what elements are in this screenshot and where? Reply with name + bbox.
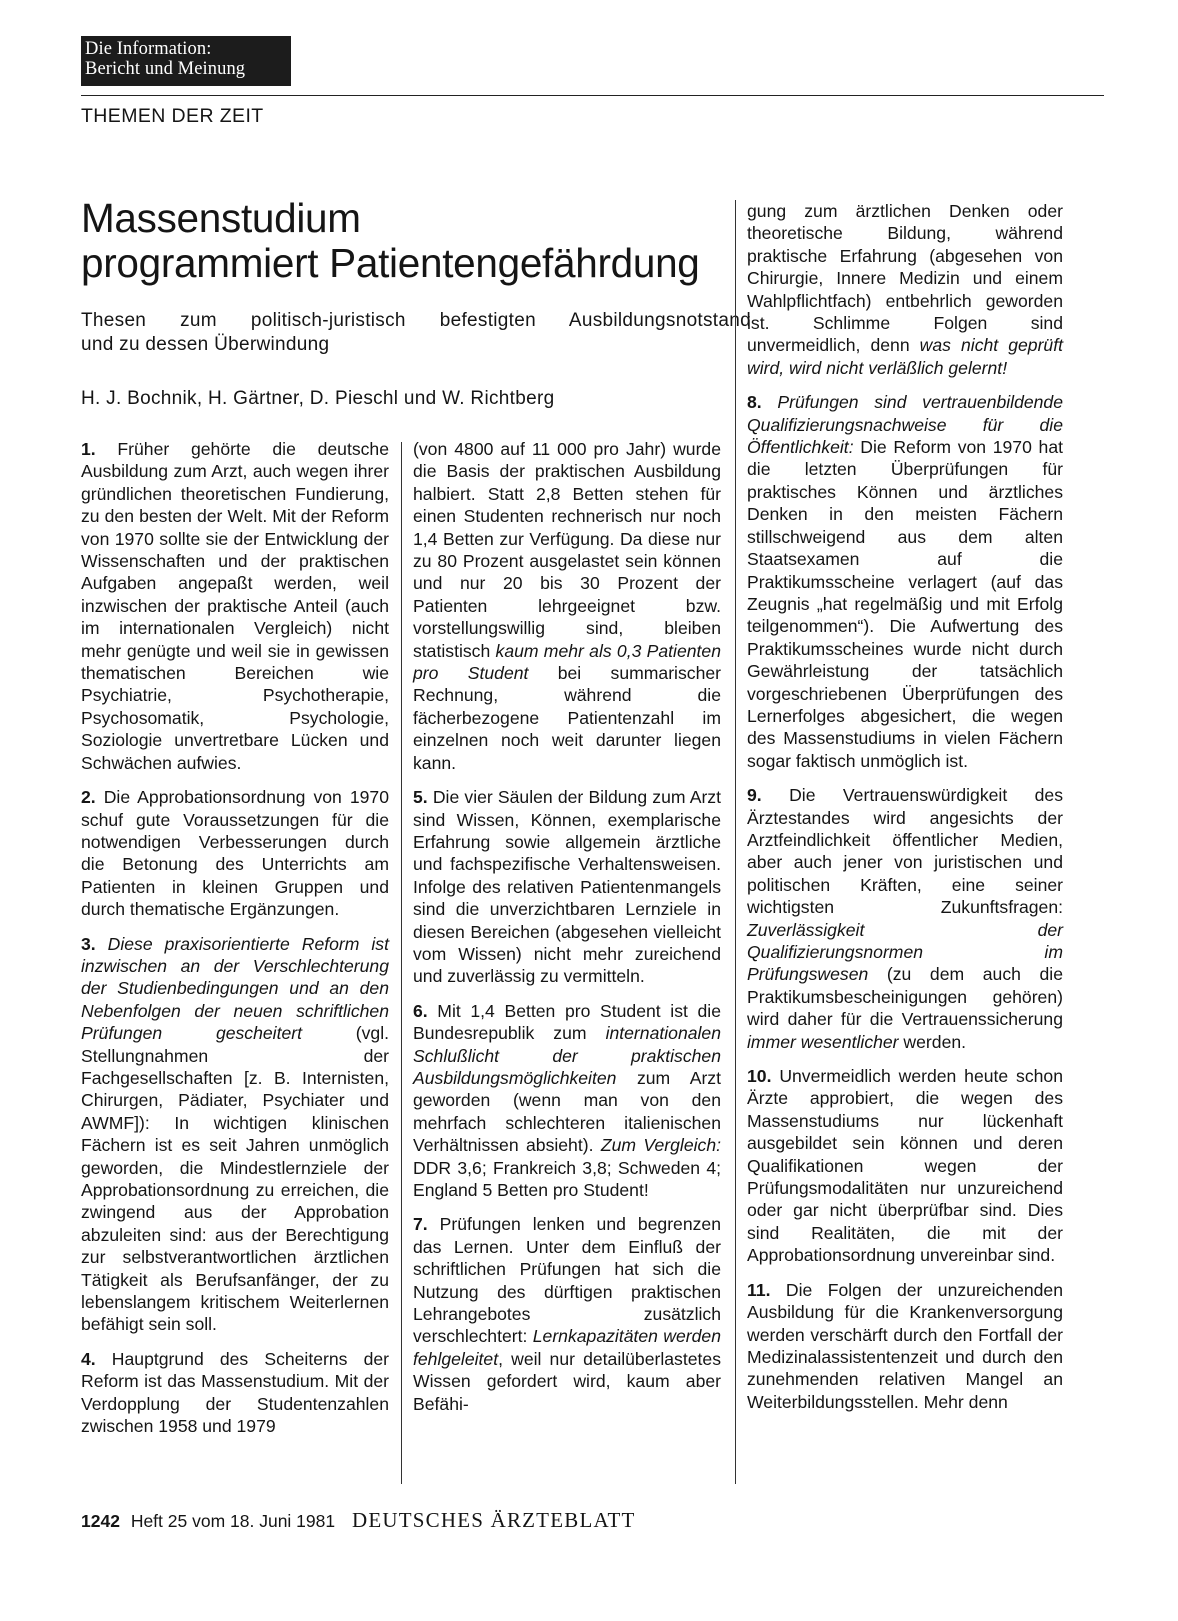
section-label-line1: Die Information:	[85, 39, 212, 59]
article-title-line1: Massenstudium	[81, 195, 361, 241]
article-title-line2: programmiert Patientengefährdung	[81, 240, 700, 286]
section-label-line2: Bericht und Meinung	[85, 59, 246, 79]
thesis-text: Die Folgen der unzureichenden Ausbildung für die Krankenversorgung werden verschärft durch den Fortfall der Medizinalassistentenzeit und durch den zunehmenden relativen Mangel an Weiterbildungsstellen. Mehr denn	[747, 1279, 1063, 1412]
thesis-emphasis: Diese praxisorientierte Reform ist inzwischen an der Verschlechterung der Studienbedingungen und an den Nebenfolgen der neuen schriftlichen Prüfungen gescheitert	[81, 933, 389, 1044]
thesis-emphasis: Prüfungen sind vertrauenbildende Qualifizierungsnachweise für die Öffentlichkeit:	[747, 392, 1063, 458]
thesis-11	[747, 1279, 1063, 1413]
journal-name: DEUTSCHES ÄRZTEBLATT	[351, 1508, 636, 1532]
thesis-text: werden.	[898, 1031, 967, 1052]
page-footer	[81, 1508, 636, 1533]
section-kicker: THEMEN DER ZEIT	[81, 105, 264, 127]
thesis-emphasis: Zum Vergleich:	[600, 1135, 721, 1156]
thesis-emphasis: was nicht geprüft wird, wird nicht verläßlich gelernt!	[747, 335, 1063, 378]
thesis-2	[81, 786, 389, 920]
thesis-9	[747, 784, 1063, 1053]
thesis-text: (von 4800 auf 11 000 pro Jahr) wurde die Basis der praktischen Ausbildung halbiert. Statt 2,8 Betten stehen für einen Studenten rechnerisch nur noch 1,4 Betten zur Verfügung. Da diese nur zu 80 Prozent ausgelastet sein können und nur 20 bis 30 Prozent der Patienten lehrgeeignet bzw. vorstellungswillig sind, bleiben statistisch	[413, 439, 721, 661]
thesis-number: 9.	[747, 785, 762, 806]
thesis-number: 8.	[747, 392, 762, 413]
text-column-3	[747, 200, 1063, 1413]
thesis-number: 1.	[81, 439, 96, 459]
thesis-8	[747, 391, 1063, 772]
issue-info: Heft 25 vom 18. Juni 1981	[130, 1511, 336, 1531]
thesis-text: zum Arzt geworden (wenn man von den mehrfach schlechteren italienischen Verhältnissen absieht).	[413, 1067, 721, 1156]
thesis-text: Die vier Säulen der Bildung zum Arzt sind Wissen, Können, exemplarische Erfahrung sowie allgemein ärztliche und fachspezifische Verhaltensweisen. Infolge des relativen Patientenmangels sind die unverzichtbaren Lernziele in diesen Bereichen (abgesehen vielleicht vom Wissen) nicht mehr zureichend und zuverlässig zu vermitteln.	[413, 787, 721, 987]
thesis-7	[413, 1213, 721, 1415]
thesis-text: Die Reform von 1970 hat die letzten Überprüfungen für praktisches Können und ärztliches Denken in den meisten Fächern stillschweigend aus dem alten Staatsexamen auf die Praktikumsscheine verlagert (auf das Zeugnis „hat regelmäßig und mit Erfolg teilgenommen“). Die Aufwertung des Praktikumsscheines wurde nicht durch Gewährleistung der tatsächlich vorgeschriebenen Überprüfungen des Lernerfolges abgesichert, die wegen des Massenstudiums in vielen Fächern sogar faktisch unmöglich ist.	[747, 437, 1063, 771]
column-divider-1	[401, 442, 402, 1484]
thesis-text: , weil nur detailüberlastetes Wissen gefordert wird, kaum aber Befähi-	[413, 1348, 721, 1414]
thesis-text: bei summarischer Rechnung, während die fächerbezogene Patientenzahl im einzelnen noch weit darunter liegen kann.	[413, 663, 721, 773]
thesis-text: Mit 1,4 Betten pro Student ist die Bundesrepublik zum	[413, 1000, 721, 1044]
thesis-emphasis: internationalen Schlußlicht der praktischen Ausbildungsmöglichkeiten	[413, 1023, 721, 1088]
text-column-1	[81, 438, 389, 1437]
thesis-4-continued	[413, 438, 721, 774]
thesis-number: 10.	[747, 1066, 772, 1087]
thesis-number: 3.	[81, 933, 96, 954]
section-label-box	[81, 36, 291, 86]
thesis-number: 11.	[747, 1279, 771, 1300]
thesis-emphasis: Lernkapazitäten werden fehlgeleitet	[413, 1326, 721, 1369]
thesis-text: (vgl. Stellungnahmen der Fachgesellschaften [z. B. Internisten, Chirurgen, Pädiater, Psychiater und AWMF]): In wichtigen klinischen Fächern ist es seit Jahren unmöglich geworden, die Mindestlernziele der Approbationsordnung zu erreichen, die zwingend aus der Approbation abzuleiten sind: aus der Berechtigung zur selbstverantwortlichen ärztlichen Tätigkeit als Berufsanfänger, der zu lebenslangem kritischem Weiterlernen befähigt sein soll.	[81, 1023, 389, 1335]
thesis-5	[413, 786, 721, 988]
thesis-emphasis: Zuverlässigkeit der Qualifizierungsnormen im Prüfungswesen	[747, 919, 1063, 985]
thesis-emphasis: kaum mehr als 0,3 Patienten pro Student	[413, 640, 721, 684]
article-subtitle-line2: und zu dessen Überwindung	[81, 334, 330, 355]
thesis-number: 7.	[413, 1214, 428, 1235]
page-number: 1242	[81, 1511, 120, 1531]
thesis-7-continued	[747, 200, 1063, 379]
thesis-10	[747, 1065, 1063, 1267]
thesis-number: 5.	[413, 787, 428, 808]
thesis-3	[81, 933, 389, 1336]
thesis-text: Prüfungen lenken und begrenzen das Lernen. Unter dem Einfluß der schriftlichen Prüfungen hat sich die Nutzung des dürftigen praktischen Lehrangebotes zusätzlich verschlechtert:	[413, 1214, 721, 1347]
thesis-text: Hauptgrund des Scheiterns der Reform ist das Massenstudium. Mit der Verdopplung der Studentenzahlen zwischen 1958 und 1979	[81, 1348, 389, 1437]
article-authors: H. J. Bochnik, H. Gärtner, D. Pieschl und W. Richtberg	[81, 388, 555, 409]
thesis-number: 4.	[81, 1348, 96, 1369]
text-column-2	[413, 438, 721, 1415]
thesis-number: 6.	[413, 1000, 428, 1021]
thesis-text: gung zum ärztlichen Denken oder theoretische Bildung, während praktische Erfahrung (abgesehen von Chirurgie, Innere Medizin und einem Wahlpflichtfach) entbehrlich geworden ist. Schlimme Folgen sind unvermeidlich, denn	[747, 201, 1063, 356]
thesis-text: Unvermeidlich werden heute schon Ärzte approbiert, die wegen des Massenstudiums nur lückenhaft ausgebildet sein können und deren Qualifikationen wegen der Prüfungsmodalitäten nur unzureichend oder gar nicht überprüfbar sind. Dies sind Realitäten, die mit der Approbationsordnung unvereinbar sind.	[747, 1066, 1063, 1266]
article-subtitle	[81, 309, 751, 357]
thesis-text: DDR 3,6; Frankreich 3,8; Schweden 4; England 5 Betten pro Student!	[413, 1157, 721, 1200]
thesis-6	[413, 1000, 721, 1202]
thesis-text: Früher gehörte die deutsche Ausbildung zum Arzt, auch wegen ihrer gründlichen theoretischen Fundierung, zu den besten der Welt. Mit der Reform von 1970 sollte sie der Entwicklung der Wissenschaften und der praktischen Aufgaben angepaßt werden, weil inzwischen der praktische Anteil (auch im internationalen Vergleich) nicht mehr genügte und weil sie in gewissen thematischen Bereichen wie Psychiatrie, Psychotherapie, Psychosomatik, Psychologie, Soziologie unvertretbare Lücken und Schwächen aufwies.	[81, 439, 389, 773]
column-divider-2	[735, 200, 736, 1484]
article-subtitle-line1: Thesen zum politisch-juristisch befestigten Ausbildungsnotstand	[81, 310, 751, 331]
header-rule	[81, 95, 1104, 96]
thesis-text: Die Approbationsordnung von 1970 schuf gute Voraussetzungen für die notwendigen Verbesserungen durch die Betonung des Unterrichts am Patienten in kleinen Gruppen und durch thematische Ergänzungen.	[81, 787, 389, 920]
article-title	[81, 196, 700, 286]
thesis-4	[81, 1348, 389, 1438]
thesis-text: (zu dem auch die Praktikumsbescheinigungen gehören) wird daher für die Vertrauenssicherung	[747, 964, 1063, 1030]
thesis-text: Die Vertrauenswürdigkeit des Ärztestandes wird angesichts der Arztfeindlichkeit öffentlicher Medien, aber auch jener von juristischen und politischen Kräften, eine seiner wichtigsten Zukunftsfragen:	[747, 785, 1063, 918]
thesis-number: 2.	[81, 787, 96, 808]
thesis-emphasis: immer wesentlicher	[747, 1031, 899, 1052]
thesis-1	[81, 438, 389, 774]
